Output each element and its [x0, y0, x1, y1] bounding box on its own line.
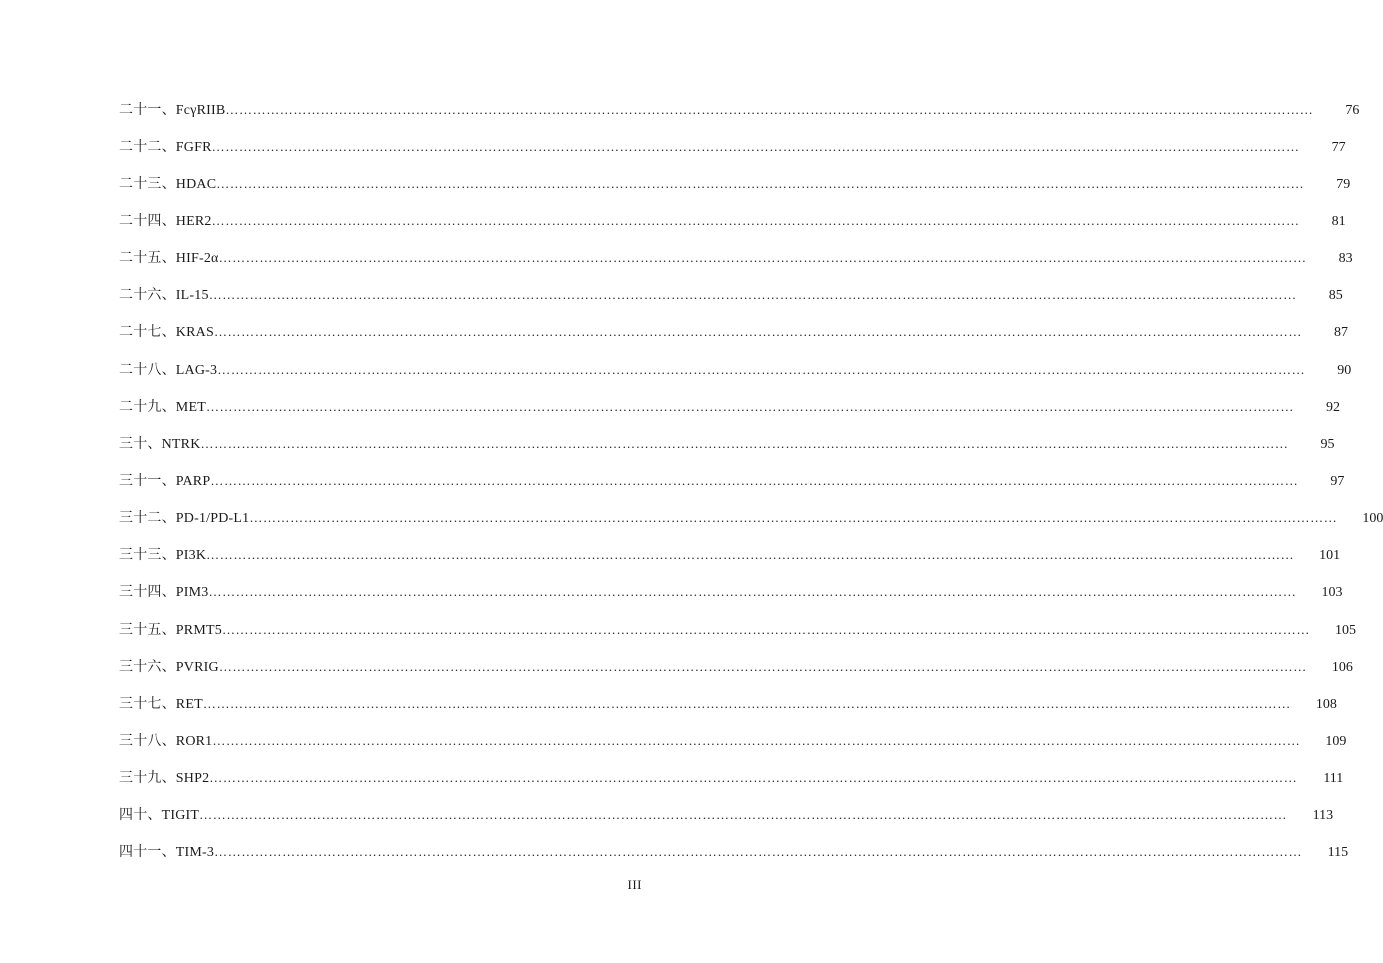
toc-entry-title: 三十九、SHP2	[119, 771, 210, 787]
toc-entry[interactable]	[119, 761, 1344, 798]
toc-entry[interactable]	[119, 166, 1351, 203]
toc-entry[interactable]	[119, 352, 1352, 389]
toc-entry-title: 三十四、PIM3	[119, 585, 209, 601]
toc-entry-title: 二十五、HIF-2α	[119, 251, 219, 267]
toc-entry[interactable]	[119, 389, 1340, 426]
toc-entry[interactable]	[119, 649, 1353, 686]
toc-leader-dots: ……………………………………………………………………………………………………………………………………………………………………………………………………………………	[208, 584, 1297, 600]
toc-entry-title: 二十三、HDAC	[119, 176, 217, 192]
toc-entry[interactable]	[119, 92, 1360, 129]
toc-entry-title: 三十五、PRMT5	[119, 622, 222, 638]
toc-leader-dots: ……………………………………………………………………………………………………………………………………………………………………………………………………………………	[213, 324, 1302, 340]
toc-entry[interactable]	[119, 575, 1343, 612]
toc-leader-dots: ……………………………………………………………………………………………………………………………………………………………………………………………………………………	[218, 658, 1307, 674]
toc-entry-page: 105	[1334, 622, 1356, 638]
toc-entry[interactable]	[119, 463, 1345, 500]
toc-entry-page: 109	[1325, 733, 1347, 749]
toc-entry[interactable]	[119, 315, 1348, 352]
toc-entry-title: 三十六、PVRIG	[119, 659, 219, 675]
toc-leader-dots: ……………………………………………………………………………………………………………………………………………………………………………………………………………………	[209, 770, 1298, 786]
toc-entry-page: 92	[1325, 399, 1340, 415]
toc-entry-page: 90	[1337, 362, 1352, 378]
toc-leader-dots: ……………………………………………………………………………………………………………………………………………………………………………………………………………………	[212, 732, 1301, 748]
toc-leader-dots: ……………………………………………………………………………………………………………………………………………………………………………………………………………………	[214, 844, 1303, 860]
toc-entry-title: 三十一、PARP	[119, 473, 211, 489]
toc-entry-title: 三十、NTRK	[119, 436, 201, 452]
toc-entry-title: 三十八、ROR1	[119, 733, 213, 749]
toc-entry[interactable]	[119, 129, 1346, 166]
toc-leader-dots: ……………………………………………………………………………………………………………………………………………………………………………………………………………………	[218, 250, 1307, 266]
toc-entry[interactable]	[119, 501, 1383, 538]
toc-leader-dots: ……………………………………………………………………………………………………………………………………………………………………………………………………………………	[216, 175, 1305, 191]
toc-entry-page: 111	[1323, 771, 1344, 787]
toc-leader-dots: ……………………………………………………………………………………………………………………………………………………………………………………………………………………	[249, 510, 1338, 526]
toc-entry[interactable]	[119, 686, 1337, 723]
toc-entry-page: 87	[1333, 325, 1348, 341]
toc-entry[interactable]	[119, 278, 1343, 315]
toc-entry-page: 79	[1336, 176, 1351, 192]
toc-entry-title: 二十二、FGFR	[119, 139, 212, 155]
toc-entry-page: 76	[1345, 102, 1360, 118]
toc-entry-page: 106	[1331, 659, 1353, 675]
table-of-contents	[119, 92, 1383, 872]
toc-entry-page: 77	[1331, 139, 1346, 155]
toc-entry-title: 二十九、MET	[119, 399, 206, 415]
toc-entry-title: 二十六、IL-15	[119, 288, 209, 304]
toc-entry-page: 83	[1338, 251, 1353, 267]
toc-leader-dots: ……………………………………………………………………………………………………………………………………………………………………………………………………………………	[211, 138, 1300, 154]
toc-entry-page: 95	[1320, 436, 1335, 452]
page-number: III	[627, 877, 642, 892]
toc-entry[interactable]	[119, 538, 1341, 575]
toc-leader-dots: ……………………………………………………………………………………………………………………………………………………………………………………………………………………	[210, 472, 1299, 488]
toc-entry[interactable]	[119, 835, 1349, 872]
toc-leader-dots: ……………………………………………………………………………………………………………………………………………………………………………………………………………………	[205, 398, 1294, 414]
toc-entry[interactable]	[119, 426, 1335, 463]
toc-entry-title: 二十八、LAG-3	[119, 362, 218, 378]
toc-entry-title: 四十一、TIM-3	[119, 845, 215, 861]
toc-leader-dots: ……………………………………………………………………………………………………………………………………………………………………………………………………………………	[208, 287, 1297, 303]
toc-entry-title: 三十七、RET	[119, 696, 203, 712]
toc-entry-page: 115	[1327, 845, 1349, 861]
toc-entry[interactable]	[119, 612, 1356, 649]
toc-entry-title: 二十一、FcγRIIB	[119, 102, 226, 118]
toc-entry-page: 85	[1328, 288, 1343, 304]
toc-leader-dots: ……………………………………………………………………………………………………………………………………………………………………………………………………………………	[217, 361, 1306, 377]
toc-entry-page: 108	[1315, 696, 1337, 712]
toc-entry[interactable]	[119, 241, 1353, 278]
toc-entry-page: 101	[1319, 548, 1341, 564]
toc-leader-dots: ……………………………………………………………………………………………………………………………………………………………………………………………………………………	[225, 101, 1314, 117]
toc-entry-page: 113	[1312, 808, 1334, 824]
toc-entry-page: 81	[1331, 213, 1346, 229]
toc-entry-title: 四十、TIGIT	[119, 808, 200, 824]
toc-entry-title: 三十二、PD-1/PD-L1	[119, 511, 250, 527]
toc-entry-page: 97	[1330, 473, 1345, 489]
toc-leader-dots: ……………………………………………………………………………………………………………………………………………………………………………………………………………………	[221, 621, 1310, 637]
toc-leader-dots: ……………………………………………………………………………………………………………………………………………………………………………………………………………………	[211, 212, 1300, 228]
toc-leader-dots: ……………………………………………………………………………………………………………………………………………………………………………………………………………………	[206, 547, 1295, 563]
toc-entry[interactable]	[119, 723, 1347, 760]
toc-leader-dots: ……………………………………………………………………………………………………………………………………………………………………………………………………………………	[200, 435, 1289, 451]
toc-entry[interactable]	[119, 798, 1334, 835]
toc-entry-title: 三十三、PI3K	[119, 548, 207, 564]
toc-entry-page: 100	[1362, 511, 1383, 527]
toc-entry-page: 103	[1321, 585, 1343, 601]
toc-leader-dots: ……………………………………………………………………………………………………………………………………………………………………………………………………………………	[199, 807, 1288, 823]
toc-leader-dots: ……………………………………………………………………………………………………………………………………………………………………………………………………………………	[202, 695, 1291, 711]
toc-entry[interactable]	[119, 203, 1346, 240]
toc-entry-title: 二十七、KRAS	[119, 325, 214, 341]
toc-entry-title: 二十四、HER2	[119, 213, 212, 229]
